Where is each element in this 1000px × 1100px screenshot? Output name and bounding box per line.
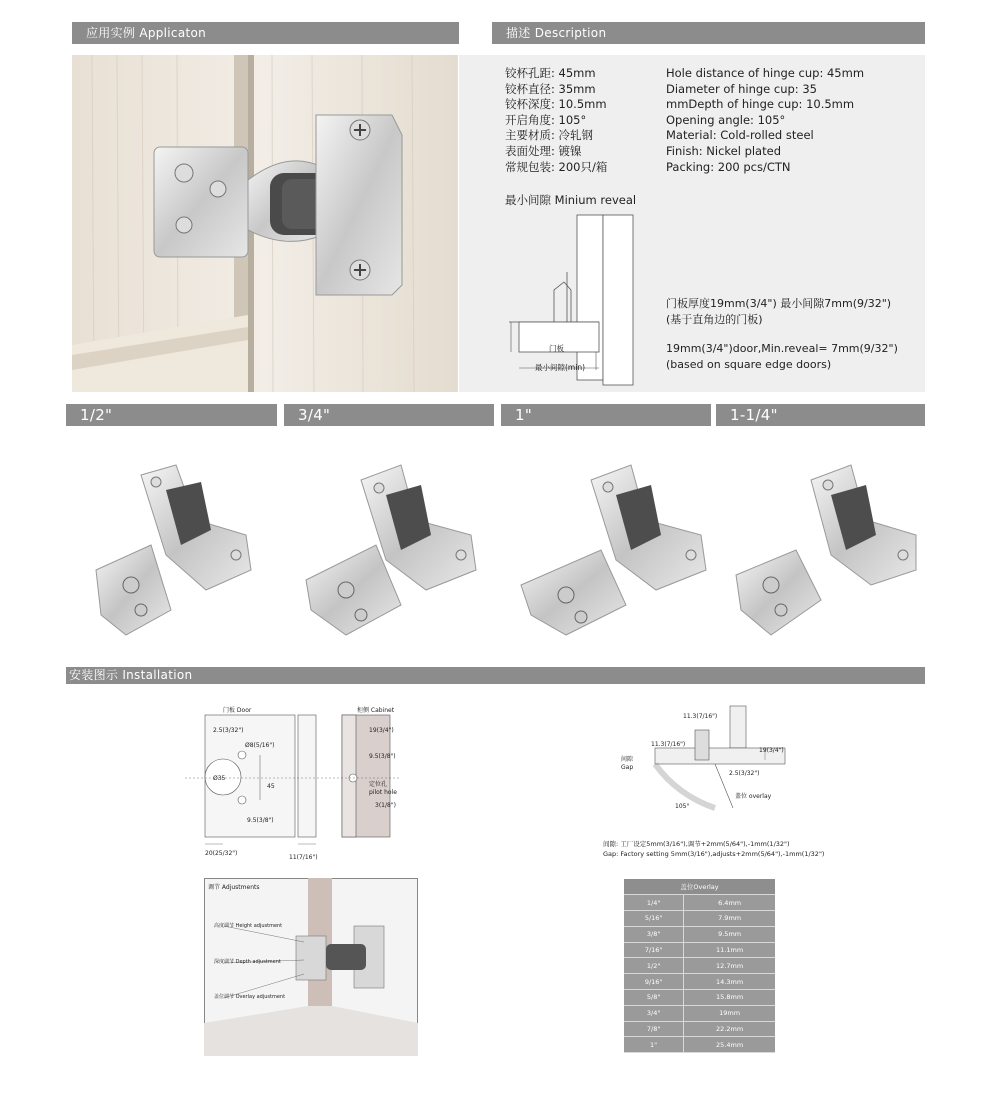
application-header: 应用实例 Applicaton — [72, 22, 459, 44]
reveal-en-line2: (based on square edge doors) — [666, 358, 832, 371]
table-cell: 5/8" — [624, 990, 684, 1006]
spec-cn-line: 主要材质: 冷轧钢 — [505, 128, 594, 143]
dim-20: 20(25/32") — [205, 850, 238, 857]
table-cell: 7/16" — [624, 942, 684, 958]
table-cell: 9.5mm — [684, 926, 775, 942]
side-2-5: 2.5(3/32") — [729, 770, 760, 777]
side-11-3b: 11.3(7/16") — [651, 741, 686, 748]
hinge-products — [66, 440, 926, 640]
description-header: 描述 Description — [492, 22, 925, 44]
spec-cn-line: 开启角度: 105° — [505, 112, 587, 127]
dim-8: Ø8(5/16") — [245, 742, 275, 749]
adjustments-diagram — [204, 878, 418, 1056]
spec-en-line: Packing: 200 pcs/CTN — [666, 159, 791, 174]
spec-en-line: Opening angle: 105° — [666, 112, 786, 127]
table-cell: 5/16" — [624, 911, 684, 927]
hinge-product-3 — [521, 465, 706, 635]
table-cell: 25.4mm — [684, 1037, 775, 1053]
table-cell: 22.2mm — [684, 1021, 775, 1037]
dim-2-5: 2.5(3/32") — [213, 727, 244, 734]
door-title: 门板 Door — [223, 707, 252, 714]
overlay-label-4: 1-1/4" — [716, 404, 925, 426]
reveal-cn-line2: (基于直角边的门板) — [666, 313, 763, 326]
table-cell: 12.7mm — [684, 958, 775, 974]
spec-en-line: Diameter of hinge cup: 35 — [666, 81, 817, 96]
table-cell: 1/4" — [624, 895, 684, 911]
table-cell: 3/8" — [624, 926, 684, 942]
spec-cn-line: 铰杯孔距: 45mm — [505, 66, 596, 80]
specs-en — [666, 66, 864, 175]
table-row — [624, 1005, 775, 1021]
hinge-product-4 — [736, 465, 916, 635]
spec-en-line: Finish: Nickel plated — [666, 143, 781, 158]
overlay-label-3: 1" — [501, 404, 711, 426]
table-row — [624, 1021, 775, 1037]
gap-note-en: Gap: Factory setting 5mm(3/16"),adjusts+2mm(5/64"),-1mm(1/32") — [603, 850, 825, 858]
side-105: 105° — [675, 803, 690, 810]
hinge-product-1 — [96, 465, 251, 635]
spec-cn-line: 铰杯直径: 35mm — [505, 81, 596, 96]
table-cell: 15.8mm — [684, 990, 775, 1006]
table-cell: 19mm — [684, 1005, 775, 1021]
reveal-min-label: 最小间隙(min) — [535, 363, 585, 372]
spec-en-line: Hole distance of hinge cup: 45mm — [666, 66, 865, 80]
gap-note-cn: 间隙: 工厂设定5mm(3/16"),调节+2mm(5/64"),-1mm(1/32") — [603, 840, 790, 848]
cabinet-title: 柜侧 Cabinet — [357, 707, 395, 714]
dim-3: 3(1/8") — [375, 802, 396, 809]
spec-en-line: mmDepth of hinge cup: 10.5mm — [666, 97, 855, 112]
side-19: 19(3/4") — [759, 747, 784, 754]
table-row — [624, 1037, 775, 1053]
side-overlay: 盖位 overlay — [735, 793, 772, 800]
table-row — [624, 942, 775, 958]
adj-height: 高度调节 Height adjustment — [214, 923, 283, 929]
hinge-product-2 — [306, 465, 476, 635]
table-cell: 1" — [624, 1037, 684, 1053]
overlay-label-2: 3/4" — [284, 404, 494, 426]
dim-35: Ø35 — [213, 775, 226, 782]
adj-depth: 深度调节 Depth adjustment — [214, 959, 281, 965]
spec-cn-line: 表面处理: 镀镍 — [505, 143, 582, 158]
table-cell: 7/8" — [624, 1021, 684, 1037]
adj-overlay: 盖位调节 Overlay adjustment — [214, 994, 286, 1000]
reveal-en-line1: 19mm(3/4")door,Min.reveal= 7mm(9/32") — [666, 342, 898, 355]
table-row — [624, 895, 775, 911]
reveal-door-label: 门板 — [549, 344, 564, 353]
table-cell: 11.1mm — [684, 942, 775, 958]
table-cell: 9/16" — [624, 974, 684, 990]
side-gap-en: Gap — [621, 764, 634, 771]
table-cell: 3/4" — [624, 1005, 684, 1021]
table-row — [624, 926, 775, 942]
dim-9-5b: 9.5(3/8") — [369, 753, 396, 760]
dim-9-5a: 9.5(3/8") — [247, 817, 274, 824]
table-row — [624, 990, 775, 1006]
spec-cn-line: 铰杯深度: 10.5mm — [505, 97, 607, 112]
overlay-label-1: 1/2" — [66, 404, 277, 426]
specs-cn — [505, 66, 607, 175]
description-panel — [459, 55, 925, 392]
reveal-cn-line1: 门板厚度19mm(3/4") 最小间隙7mm(9/32") — [666, 297, 892, 310]
side-11-3a: 11.3(7/16") — [683, 713, 718, 720]
table-row — [624, 974, 775, 990]
table-cell: 1/2" — [624, 958, 684, 974]
spec-cn-line: 常规包装: 200只/箱 — [505, 159, 608, 174]
dim-19: 19(3/4") — [369, 727, 394, 734]
table-row — [624, 958, 775, 974]
dim-11: 11(7/16") — [289, 854, 318, 861]
adj-title: 调节 Adjustments — [208, 884, 260, 891]
table-cell: 7.9mm — [684, 911, 775, 927]
pilot-cn: 定位孔 — [369, 781, 388, 788]
overlay-table — [624, 879, 775, 1053]
table-cell: 14.3mm — [684, 974, 775, 990]
pilot-en: pilot hole — [369, 789, 397, 796]
application-photo — [72, 55, 458, 392]
dim-45: 45 — [267, 783, 275, 790]
drilling-diagram — [185, 700, 425, 865]
installation-header: 安装图示 Installation — [66, 667, 925, 684]
overlay-table-header: 盖位Overlay — [624, 879, 775, 895]
side-gap-cn: 间隙 — [621, 756, 634, 763]
table-cell: 6.4mm — [684, 895, 775, 911]
spec-en-line: Material: Cold-rolled steel — [666, 128, 814, 143]
reveal-title: 最小间隙 Minium reveal — [505, 193, 637, 207]
table-row — [624, 911, 775, 927]
